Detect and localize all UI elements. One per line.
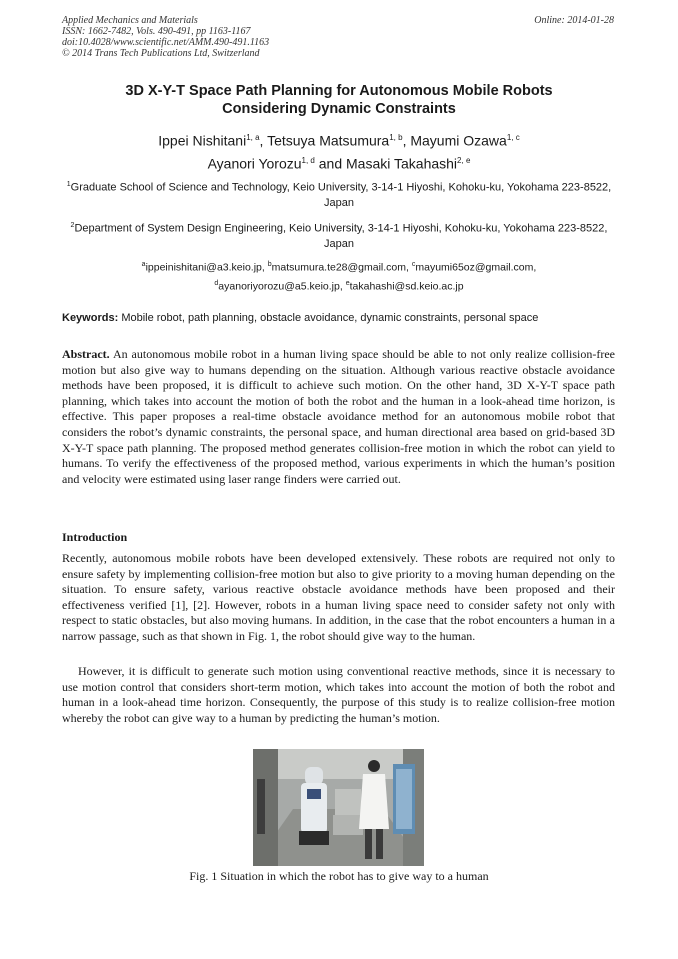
author-list: Ippei Nishitani$^{1, a}$, Tetsuya Matsumura$^{1, b}$, Mayumi Ozawa$^{1, c}$ Ayanori Yorozu$^{1, d}$ and Masaki Takahashi$^{2, e}$: [158, 132, 520, 172]
keywords-label: Keywords:: [62, 312, 119, 324]
author-name: Masaki Takahashi: [346, 155, 458, 172]
section-heading-introduction: Introduction: [62, 530, 128, 544]
journal-header: [62, 15, 269, 59]
author-emails: $^a$ippeinishitani@a3.keio.jp, $^b$matsumura.te28@gmail.com, $^c$mayumi65oz@gmail.com, $^d$ayanoriyorozu@a5.keio.jp, $^e$takahashi@sd.keio.ac.jp: [141, 261, 537, 292]
online-date: Online: 2014-01-28: [534, 15, 614, 26]
author-affil: 1, d: [301, 155, 315, 165]
title-line-1: 3D X-Y-T Space Path Planning for Autonomous Mobile Robots: [125, 83, 553, 99]
email[interactable]: mayumi65oz@gmail.com,: [415, 261, 537, 274]
email[interactable]: takahashi@sd.keio.ac.jp: [349, 280, 464, 292]
author-affil: 1, c: [506, 133, 520, 142]
affil-marker: 2: [70, 222, 75, 229]
affil-marker: 1: [66, 181, 71, 188]
copyright: © 2014 Trans Tech Publications Ltd, Switzerland: [62, 48, 260, 59]
author-name: Ayanori Yorozu: [207, 155, 302, 172]
author-and: and: [318, 155, 343, 172]
affil-text: Graduate School of Science and Technology, Keio University, 3-14-1 Hiyoshi, Kohoku-ku, Yokohama 223-8522, Japan: [70, 181, 612, 209]
author-affil: 1, a: [246, 133, 260, 142]
abstract-text: An autonomous mobile robot in a human living space should be able to not only realize collision-free motion but also give way to humans depending on the situation. Although various reactive obstacle avoidance methods have been proposed, it is difficult to achieve such motion. On the other hand, 3D X-Y-T space path planning, which takes into account the motion of both the robot and the human in a look-ahead time horizon, is effective. This paper proposes a real-time obstacle avoidance method for an autonomous mobile robot that considers the robot’s dynamic constraints, the personal space, and human directional area based on grid-based 3D X-Y-T space path planning. The proposed method generates collision-free motion in which the robot can yield to humans. To verify the effectiveness of the proposed method, various experiments in which the human’s position and velocity were estimated using laser range finders were carried out.: [62, 347, 616, 486]
author-affil: 2, e: [457, 155, 471, 165]
robot-corridor-photo: [253, 749, 424, 866]
doi: doi:10.4028/www.scientific.net/AMM.490-491.1163: [62, 37, 270, 48]
journal-name: Applied Mechanics and Materials: [62, 15, 198, 26]
author-name: Mayumi Ozawa: [410, 132, 507, 149]
affiliation-2: [62, 218, 616, 252]
intro-paragraph-1: Recently, autonomous mobile robots have been developed extensively. These robots are required not only to ensure safety by implementing collision-free motion but also to give priority to a moving human depending on the situation. To ensure safety, various reactive obstacle avoidance methods have been proposed and their effectiveness verified [1], [2]. However, robots in a human living space need to consider safety not only with respect to static obstacles, but also moving humans. In addition, in the case that the robot encounters a human in a narrow passage, such as that shown in Fig. 1, the robot should give way to the human.: [62, 551, 615, 643]
figure-1-photo: [253, 749, 424, 866]
keywords-text: Mobile robot, path planning, obstacle avoidance, dynamic constraints, personal space: [121, 312, 539, 324]
abstract: [62, 347, 615, 487]
author-name: Ippei Nishitani: [158, 132, 247, 149]
abstract-label: Abstract.: [62, 347, 110, 361]
issn: ISSN: 1662-7482, Vols. 490-491, pp 1163-1167: [62, 26, 251, 37]
intro-paragraph-2: However, it is difficult to generate such motion using conventional reactive methods, since it is necessary to use motion control that considers short-term motion, which takes into account the motion of both the robot and human in a look-ahead time horizon. Consequently, the purpose of this study is to realize collision-free motion whereby the robot can give way to a human by predicting the human’s motion.: [62, 664, 615, 725]
email[interactable]: ayanoriyorozu@a5.keio.jp,: [218, 280, 343, 292]
affil-text: Department of System Design Engineering, Keio University, 3-14-1 Hiyoshi, Kohoku-ku, Yokohama 223-8522, Japan: [74, 222, 608, 250]
figure-1-caption: Fig. 1 Situation in which the robot has to give way to a human: [189, 869, 489, 883]
author-name: Tetsuya Matsumura: [267, 132, 390, 149]
author-affil: 1, b: [389, 133, 403, 142]
email[interactable]: ippeinishitani@a3.keio.jp,: [145, 261, 265, 274]
affiliation-1: [62, 177, 616, 211]
paper-title: [62, 82, 616, 118]
title-line-2: Considering Dynamic Constraints: [222, 101, 456, 117]
email[interactable]: matsumura.te28@gmail.com,: [271, 261, 409, 274]
keywords: [62, 311, 622, 325]
